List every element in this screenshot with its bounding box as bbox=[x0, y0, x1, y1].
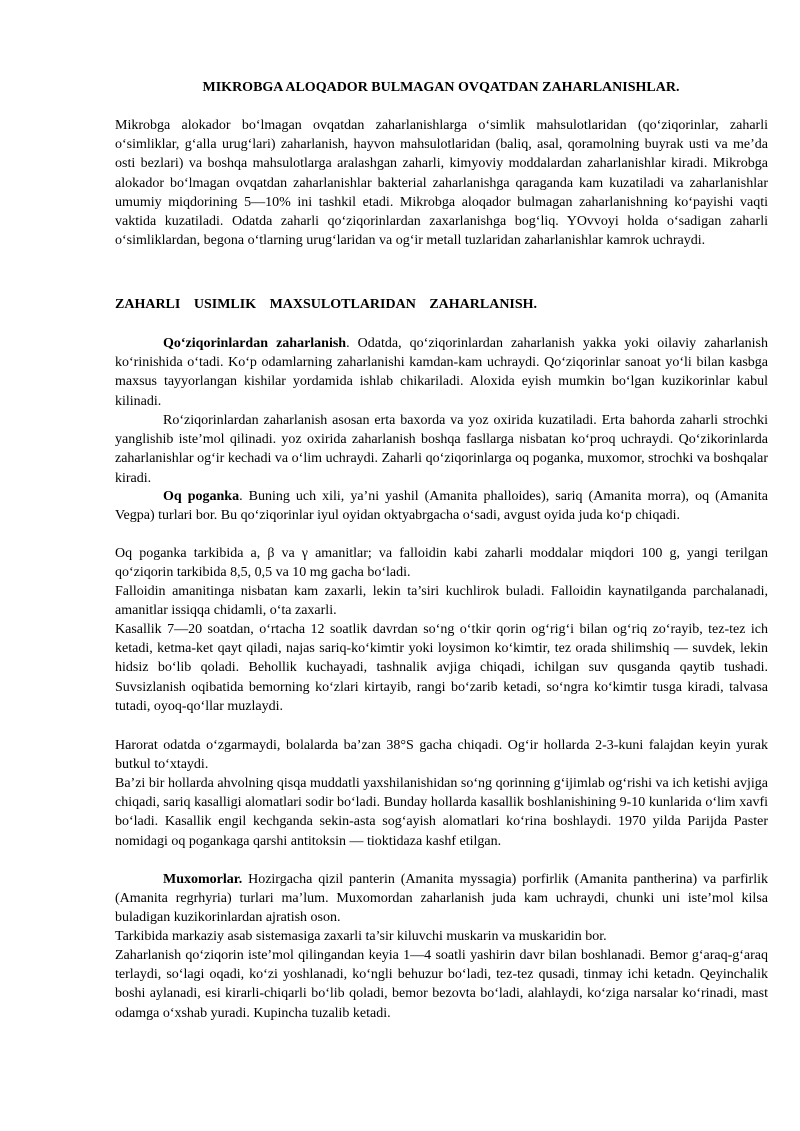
paragraph-text-muxomorlar: Hozirgacha qizil panterin (Amanita myssagia) porfirlik (Amanita pantherina) va parfirlik (Amanita regrhyria) turlari ma’lum. Muxomordan zaharlanish juda kam uchraydi, chunki uni iste’mol kilsa buladigan kuzikorinlardan ajratish oson. bbox=[115, 872, 768, 926]
section-heading: ZAHARLI USIMLIK MAXSULOTLARIDAN ZAHARLANISH. bbox=[115, 297, 538, 312]
paragraph-text-oq-poganka: . Buning uch xili, ya’ni yashil (Amanita phalloides), sariq (Amanita morra), oq (Amanita Vegpa) turlari bor. Bu qo‘ziqorinlar iyul oyidan oktyabrgacha o‘sadi, avgust oyida juda ko‘p chiqadi. bbox=[115, 489, 768, 524]
paragraph-muxomorlar bbox=[115, 870, 768, 928]
paragraph-lead-muxomorlar: Muxomorlar. bbox=[163, 872, 243, 887]
paragraph-mushroom-poisoning bbox=[115, 334, 768, 411]
document-title: MIKROBGA ALOQADOR BULMAGAN OVQATDAN ZAHARLANISHLAR. bbox=[202, 80, 680, 95]
paragraph-symptoms: Kasallik 7—20 soatdan, o‘rtacha 12 soatlik davrdan so‘ng o‘tkir qorin og‘rig‘i bilan og‘riq zo‘rayib, tez-tez ich ketadi, ketma-ket qayt qiladi, najas sariq-ko‘kimtir yoki loysimon ko‘kimtir, tez orada shilimshiq — suvdek, lekin hidsiz bo‘lib qoladi. Behollik kuchayadi, tashnalik avjiga chiqadi, ichilgan suv qusganda qaytib tushadi. Suvsizlanish oqibatida bemorning ko‘zlari kirtayib, rangi bo‘zarib ketadi, so‘ngra ko‘kimtir tusga kiradi, talvasa tutadi, oyoq-qo‘llar muzlaydi. bbox=[115, 622, 768, 714]
paragraph-lead-oq-poganka: Oq poganka bbox=[163, 489, 240, 504]
paragraph-course: Ba’zi bir hollarda ahvolning qisqa muddatli yaxshilanishidan so‘ng qorinning g‘ijimlab og‘rishi va ich ketishi avjiga chiqadi, sariq kasalligi alomatlari sodir bo‘ladi. Bunday hollarda kasallik boshlanishining 9-10 kunlarida o‘lim xavfi bo‘ladi. Kasallik engil kechganda sekin-asta sog‘ayish alomatlari ko‘rina boshlaydi. 1970 yilda Parijda Paster nomidagi oq pogankaga qarshi antitoksin — tioktidaza kashf etilgan. bbox=[115, 776, 768, 849]
paragraph-lead-mushroom-poisoning: Qo‘ziqorinlardan zaharlanish bbox=[163, 336, 347, 351]
paragraph-amanitin-content: Oq poganka tarkibida a, β va γ amanitlar; va falloidin kabi zaharli moddalar miqdori 100 g, yangi terilgan qo‘ziqorin tarkibida 8,5, 0,5 va 10 mg gacha bo‘ladi. bbox=[115, 546, 768, 581]
paragraph-text-mushroom-poisoning: . Odatda, qo‘ziqorinlardan zaharlanish yakka yoki oilaviy zaharlanish ko‘rinishida o‘tadi. Ko‘p odamlarning zaharlanishi kamdan-kam uchraydi. Qo‘ziqorinlar sanoat yo‘li bilan kasbga maxsus tayyorlangan kishilar yordamida ishlab chikariladi. Aloxida eyish mumkin bo‘lgan kuzikorinlar kabul kilinadi. bbox=[115, 336, 768, 409]
paragraph-muskarin: Tarkibida markaziy asab sistemasiga zaxarli ta’sir kiluvchi muskarin va muskaridin bor. bbox=[115, 929, 607, 944]
paragraph-seasonality: Ro‘ziqorinlardan zaharlanish asosan erta baxorda va yoz oxirida kuzatiladi. Erta bahorda zaharli strochki yanglishib iste’mol qilinadi. yoz oxirida zaharlanish boshqa fasllarga nisbatan ko‘proq uchraydi. Qo‘zikorinlarda zaharlanishlar og‘ir kechadi va o‘lim uchraydi. Zaharli qo‘ziqorinlarga oq poganka, muxomor, strochki va boshqalar kiradi. bbox=[115, 413, 768, 486]
paragraph-oq-poganka bbox=[115, 487, 768, 525]
paragraph-temperature: Harorat odatda o‘zgarmaydi, bolalarda ba’zan 38°S gacha chiqadi. Og‘ir hollarda 2-3-kuni falajdan keyin yurak butkul to‘xtaydi. bbox=[115, 738, 768, 773]
paragraph-poisoning-onset: Zaharlanish qo‘ziqorin iste’mol qilingandan keyia 1—4 soatli yashirin davr bilan boshlanadi. Bemor g‘araq-g‘araq terlaydi, so‘lagi oqadi, ko‘zi yoshlanadi, ko‘ngli behuzur bo‘ladi, tez-tez qusadi, tinmay ichi ketadn. Qeyinchalik boshi aylanadi, esi kirarli-chiqarli bo‘lib qoladi, bemor bezovta bo‘ladi, alahlaydi, ko‘ziga narsalar ko‘rinadi, mast odamga o‘xshab yuradi. Kupincha tuzalib ketadi. bbox=[115, 948, 768, 1021]
intro-paragraph: Mikrobga alokador bo‘lmagan ovqatdan zaharlanishlarga o‘simlik mahsulotlaridan (qo‘ziqorinlar, zaharli o‘simliklar, g‘alla urug‘lari) zaharlanish, hayvon mahsulotlaridan (baliq, asal, qoramolning buyrak usti va me’da osti bezlari) va boshqa mahsulotlarga aralashgan zaharli, kimyoviy moddalardan zaharlanishlar kiradi. Mikrobga alokador bo‘lmagan ovqatdan zaharlanishlar bakterial zaharlanishga qaraganda kam kuzatiladi va zaharlanishlar umumiy miqdorining 5—10% ini tashkil etadi. Mikrobga aloqador bulmagan zaharlanishning ko‘payishi vaqti vaktida kuzatiladi. Odatda zaharli qo‘ziqorinlardan zaxarlanishga bog‘liq. YOvvoyi holda o‘sadigan zaharli o‘simliklardan, begona o‘tlarning urug‘laridan va og‘ir metall tuzlaridan zaharlanishlar kamrok uchraydi. bbox=[115, 118, 768, 249]
paragraph-falloidin: Falloidin amanitinga nisbatan kam zaxarli, lekin ta’siri kuchlirok buladi. Falloidin kaynatilganda parchalanadi, amanitlar issiqqa chidamli, o‘ta zaxarli. bbox=[115, 584, 768, 619]
